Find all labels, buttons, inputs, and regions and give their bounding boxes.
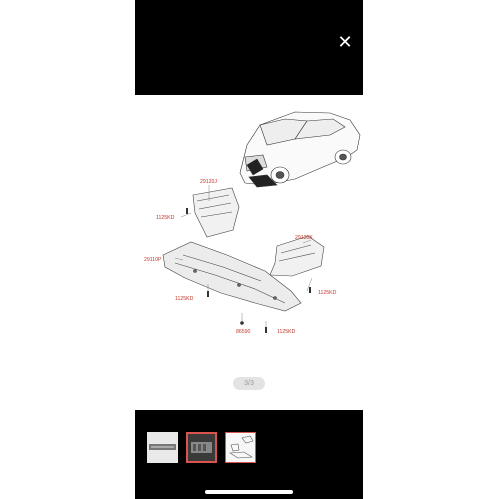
thumbnail-1-image bbox=[147, 432, 178, 463]
image-viewer[interactable] bbox=[135, 95, 363, 410]
left-margin bbox=[0, 0, 135, 499]
label-29110P: 29110P bbox=[144, 257, 162, 263]
thumbnail-3[interactable] bbox=[225, 432, 256, 463]
right-margin bbox=[363, 0, 499, 499]
phone-screen bbox=[135, 0, 363, 499]
thumbnail-1[interactable] bbox=[147, 432, 178, 463]
label-29120J: 29120J bbox=[200, 179, 218, 185]
home-indicator bbox=[205, 490, 293, 494]
thumbnail-2[interactable] bbox=[186, 432, 217, 463]
label-bolt-upper-left: 1125KD bbox=[156, 215, 175, 221]
close-icon[interactable]: ✕ bbox=[337, 32, 353, 53]
car-illustration bbox=[240, 112, 360, 187]
thumbnail-3-image bbox=[226, 433, 255, 462]
label-clip-86590: 86590 bbox=[236, 329, 251, 335]
label-bolt-right: 1125KD bbox=[318, 290, 337, 296]
parts-diagram bbox=[135, 95, 363, 410]
thumbnail-2-image bbox=[188, 434, 215, 461]
label-bolt-bottom: 1125KD bbox=[277, 329, 296, 335]
page-indicator: 3/3 bbox=[233, 377, 265, 390]
label-bolt-lower-left: 1125KD bbox=[175, 296, 194, 302]
thumbnail-bar bbox=[135, 410, 363, 499]
label-29130K: 29130K bbox=[295, 235, 313, 241]
viewer-top-bar bbox=[135, 0, 363, 95]
bracket-upper-shape bbox=[193, 188, 239, 237]
bracket-right-shape bbox=[270, 236, 324, 276]
